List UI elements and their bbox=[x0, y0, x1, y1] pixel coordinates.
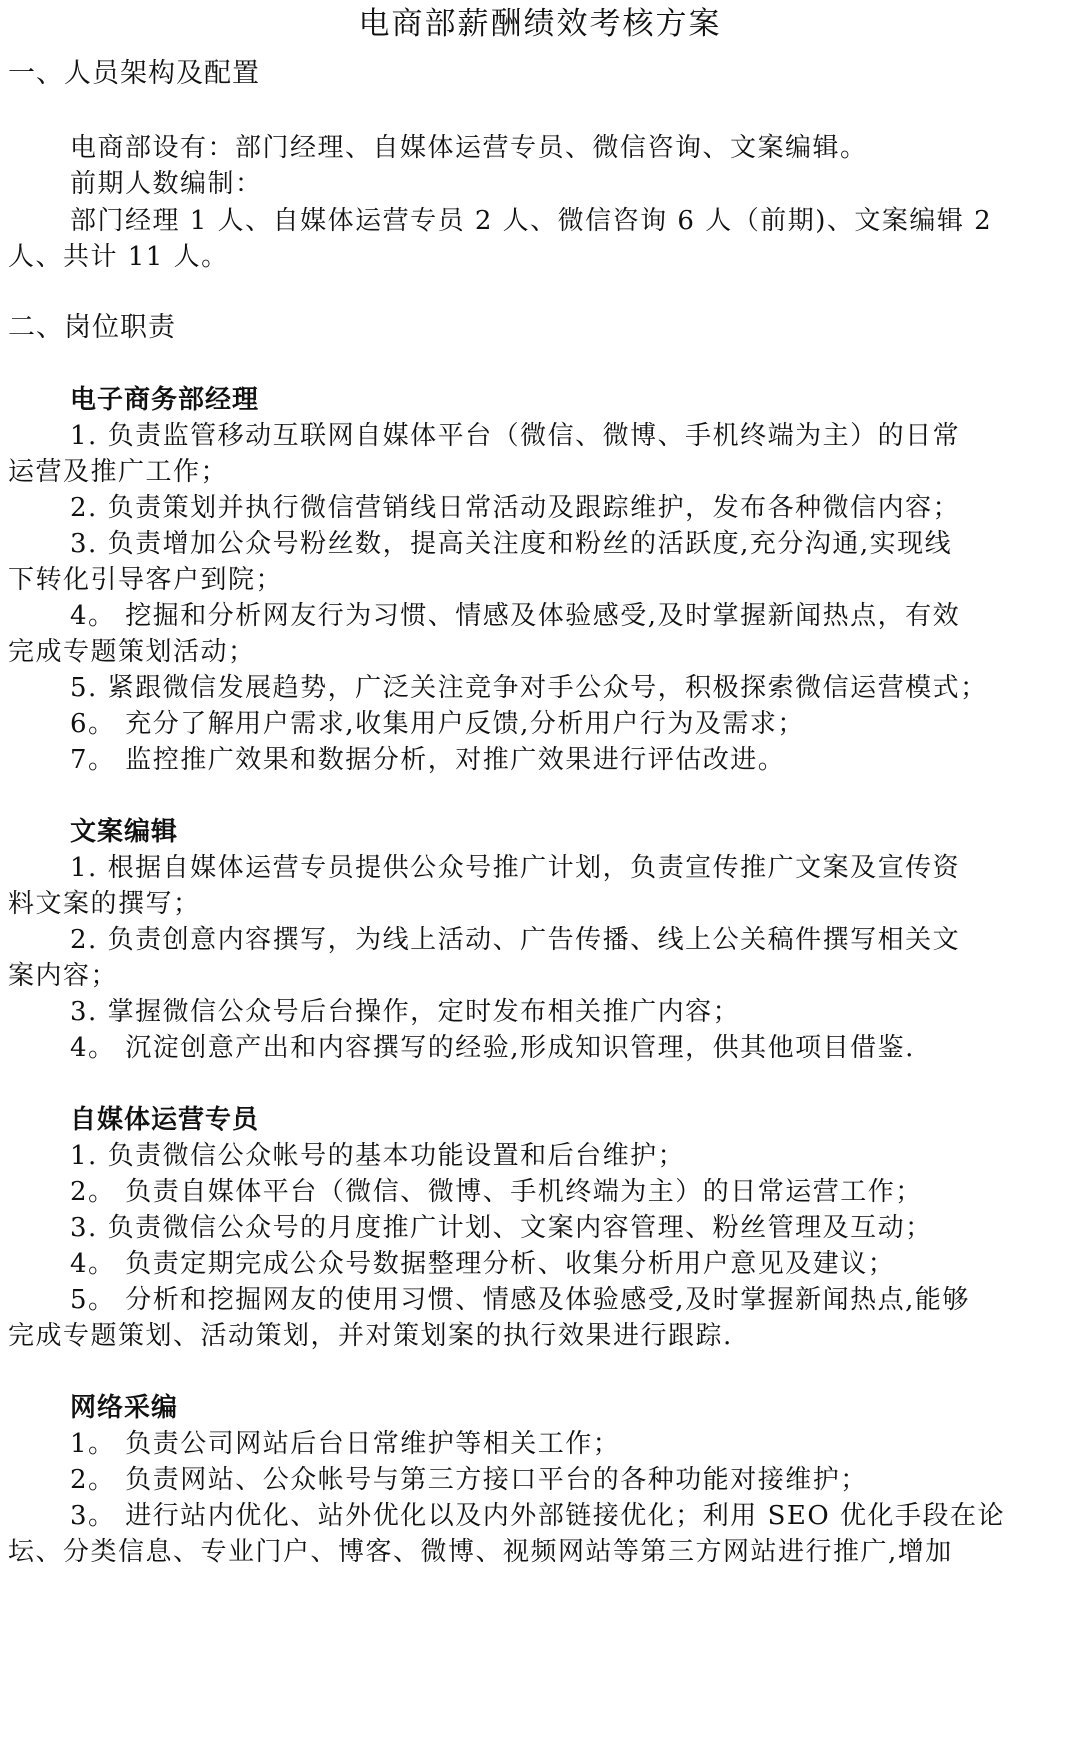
role-title-web-editor: 网络采编 bbox=[70, 1393, 179, 1423]
web-editor-duty-3-line2: 坛、分类信息、专业门户、博客、微博、视频网站等第三方网站进行推广,增加 bbox=[8, 1537, 953, 1567]
copywriter-duty-2-line2: 案内容； bbox=[8, 961, 119, 991]
manager-duty-3-line1: 3. 负责增加公众号粉丝数，提高关注度和粉丝的活跃度,充分沟通,实现线 bbox=[70, 529, 953, 559]
paragraph-department-roles: 电商部设有：部门经理、自媒体运营专员、微信咨询、文案编辑。 bbox=[70, 133, 868, 163]
copywriter-duty-4: 4。 沉淀创意产出和内容撰写的经验,形成知识管理，供其他项目借鉴. bbox=[70, 1033, 915, 1063]
document-title: 电商部薪酬绩效考核方案 bbox=[358, 6, 722, 42]
manager-duty-4-line2: 完成专题策划活动； bbox=[8, 637, 256, 667]
manager-duty-1-line2: 运营及推广工作； bbox=[8, 457, 229, 487]
role-title-media-ops: 自媒体运营专员 bbox=[70, 1105, 260, 1135]
section-heading-duties: 二、岗位职责 bbox=[8, 312, 176, 343]
section-heading-personnel: 一、人员架构及配置 bbox=[8, 58, 260, 89]
manager-duty-7: 7。 监控推广效果和数据分析，对推广效果进行评估改进。 bbox=[70, 745, 786, 775]
web-editor-duty-2: 2。 负责网站、公众帐号与第三方接口平台的各种功能对接维护； bbox=[70, 1465, 868, 1495]
role-title-copywriter: 文案编辑 bbox=[70, 817, 179, 847]
media-ops-duty-5-line2: 完成专题策划、活动策划，并对策划案的执行效果进行跟踪. bbox=[8, 1321, 733, 1351]
web-editor-duty-3-line1: 3。 进行站内优化、站外优化以及内外部链接优化；利用 SEO 优化手段在论 bbox=[70, 1501, 1005, 1531]
manager-duty-2: 2. 负责策划并执行微信营销线日常活动及跟踪维护，发布各种微信内容； bbox=[70, 493, 961, 523]
paragraph-staffing-line2: 人、共计 11 人。 bbox=[8, 242, 229, 272]
copywriter-duty-3: 3. 掌握微信公众号后台操作，定时发布相关推广内容； bbox=[70, 997, 741, 1027]
media-ops-duty-4: 4。 负责定期完成公众号数据整理分析、收集分析用户意见及建议； bbox=[70, 1249, 896, 1279]
web-editor-duty-1: 1。 负责公司网站后台日常维护等相关工作； bbox=[70, 1429, 621, 1459]
manager-duty-4-line1: 4。 挖掘和分析网友行为习惯、情感及体验感受,及时掌握新闻热点，有效 bbox=[70, 601, 961, 631]
manager-duty-1-line1: 1. 负责监管移动互联网自媒体平台（微信、微博、手机终端为主）的日常 bbox=[70, 421, 961, 451]
media-ops-duty-3: 3. 负责微信公众号的月度推广计划、文案内容管理、粉丝管理及互动； bbox=[70, 1213, 933, 1243]
paragraph-staffing-line1: 部门经理 1 人、自媒体运营专员 2 人、微信咨询 6 人（前期)、文案编辑 2 bbox=[70, 206, 993, 236]
media-ops-duty-2: 2。 负责自媒体平台（微信、微博、手机终端为主）的日常运营工作； bbox=[70, 1177, 923, 1207]
manager-duty-6: 6。 充分了解用户需求,收集用户反馈,分析用户行为及需求； bbox=[70, 709, 805, 739]
paragraph-staffing-label: 前期人数编制： bbox=[70, 169, 263, 199]
media-ops-duty-5-line1: 5。 分析和挖掘网友的使用习惯、情感及体验感受,及时掌握新闻热点,能够 bbox=[70, 1285, 970, 1315]
manager-duty-5: 5. 紧跟微信发展趋势，广泛关注竞争对手公众号，积极探索微信运营模式； bbox=[70, 673, 988, 703]
copywriter-duty-2-line1: 2. 负责创意内容撰写，为线上活动、广告传播、线上公关稿件撰写相关文 bbox=[70, 925, 961, 955]
manager-duty-3-line2: 下转化引导客户到院； bbox=[8, 565, 284, 595]
copywriter-duty-1-line1: 1. 根据自媒体运营专员提供公众号推广计划，负责宣传推广文案及宣传资 bbox=[70, 853, 961, 883]
media-ops-duty-1: 1. 负责微信公众帐号的基本功能设置和后台维护； bbox=[70, 1141, 686, 1171]
copywriter-duty-1-line2: 料文案的撰写； bbox=[8, 889, 201, 919]
role-title-manager: 电子商务部经理 bbox=[70, 385, 260, 415]
